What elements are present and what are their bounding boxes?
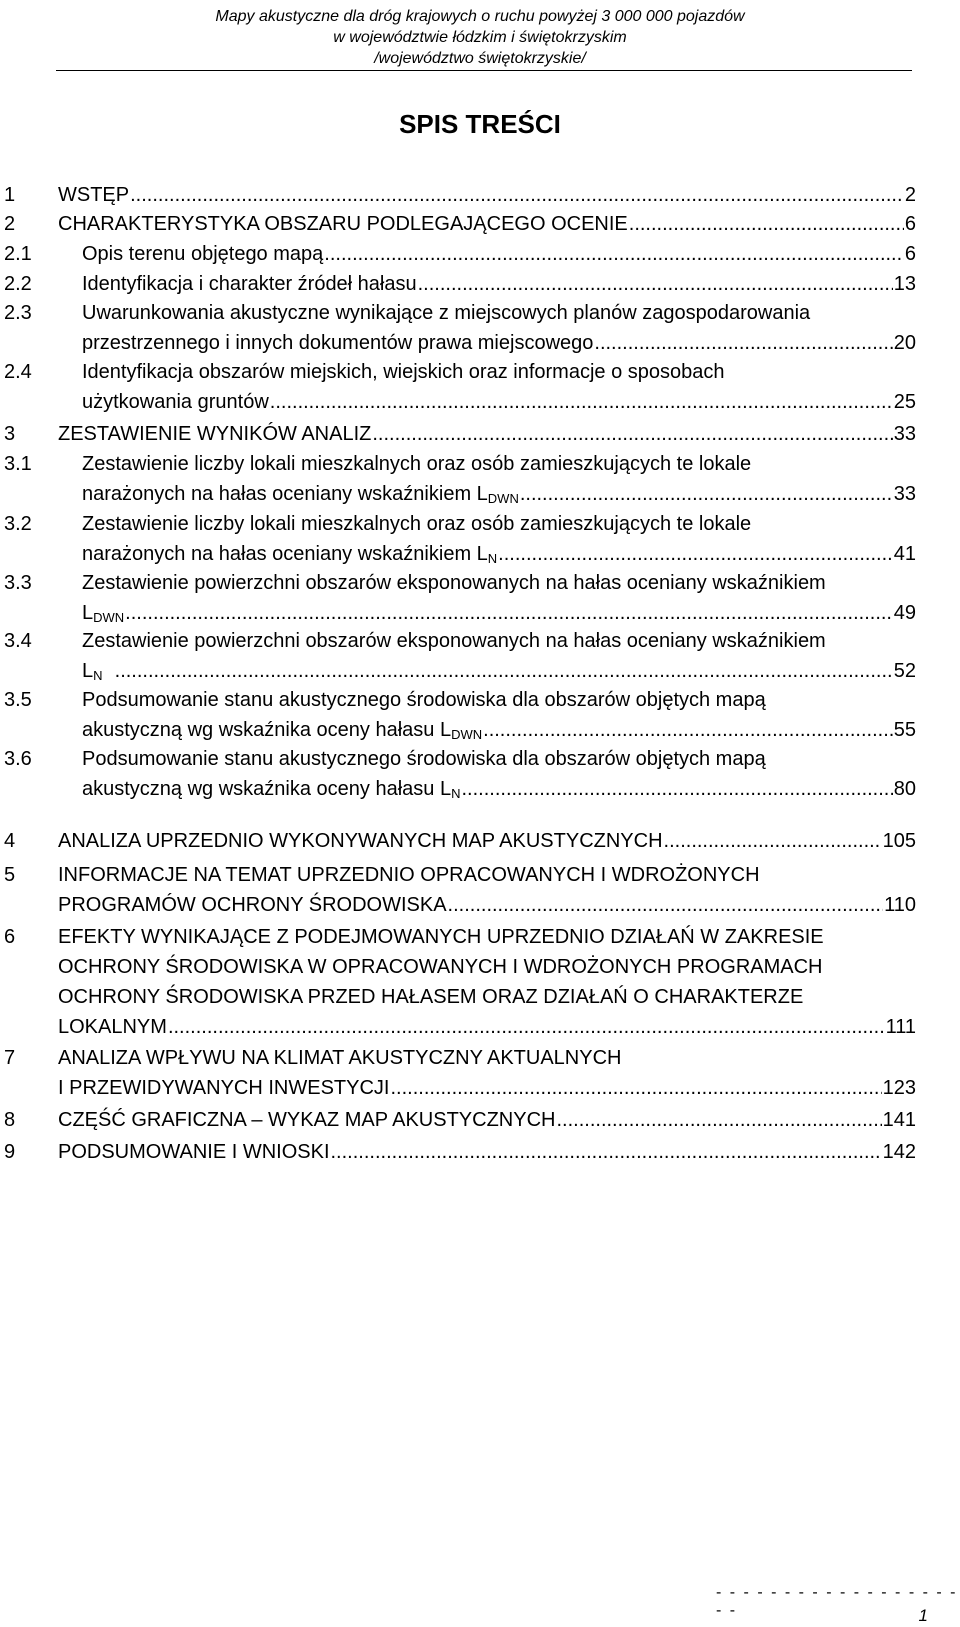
toc-entry-text-cont: przestrzennego i innych dokumentów prawa miejscowego [82,332,594,354]
toc-entry-text-cont: OCHRONY ŚRODOWISKA PRZED HAŁASEM ORAZ DZIAŁAŃ O CHARAKTERZE [58,986,804,1008]
toc-entry-text-cont: $L_N$ [82,660,103,683]
toc-entry-page: 13 [893,273,916,295]
toc-entry-number: 3.3 [4,572,32,594]
toc-entry-text: CHARAKTERYSTYKA OBSZARU PODLEGAJĄCEGO OCENIE [58,213,628,235]
toc-entry-2[interactable] [0,210,960,240]
header-rule [56,70,912,71]
toc-entry-text: Uwarunkowania akustyczne wynikające z miejscowych planów zagospodarowania [82,302,811,324]
footer-page-number: 1 [918,1606,928,1625]
toc-entry-text-cont: I PRZEWIDYWANYCH INWESTYCJI [58,1077,390,1099]
toc-entry-number: 3.5 [4,689,32,711]
toc-entry-page: 105 [882,830,916,852]
toc-entry-3-3[interactable] [0,569,960,629]
toc-entry-text: Opis terenu objętego mapą [82,243,324,265]
toc-entry-page: 6 [904,213,916,235]
toc-entry-page: 80 [893,778,916,800]
header-line-2: w województwie łódzkim i świętokrzyskim [333,29,627,46]
toc-entry-text: CZĘŚĆ GRAFICZNA – WYKAZ MAP AKUSTYCZNYCH [58,1109,556,1131]
footer-separator: - - - - - - - - - - - - - - - - - - - - [716,1584,958,1619]
toc-entry-2-4[interactable] [0,358,960,418]
toc-entry-number: 4 [4,830,16,852]
toc-entry-page: 6 [904,243,916,265]
toc-entry-page: 52 [893,660,916,682]
toc-entry-number: 2 [4,213,16,235]
toc-entry-text-cont: akustyczną wg wskaźnika oceny hałasu $L_N$ [82,778,461,801]
toc-entry-3-2[interactable] [0,510,960,570]
toc-entry-text: PODSUMOWANIE I WNIOSKI [58,1141,330,1163]
toc-entry-3-4[interactable] [0,627,960,687]
toc-entry-3-5[interactable] [0,686,960,746]
toc-entry-text-cont: LOKALNYM [58,1016,167,1038]
toc-entry-number: 3.6 [4,748,32,770]
toc-entry-number: 3 [4,423,16,445]
toc-entry-5[interactable] [0,861,960,921]
toc-entry-number: 3.2 [4,513,32,535]
toc-entry-2-1[interactable] [0,240,960,270]
toc-entry-text: ANALIZA UPRZEDNIO WYKONYWANYCH MAP AKUSTYCZNYCH [58,830,663,852]
toc-entry-3-1[interactable] [0,450,960,510]
toc-entry-page: 55 [893,719,916,741]
toc-entry-9[interactable] [0,1138,960,1168]
toc-entry-text-cont: akustyczną wg wskaźnika oceny hałasu $L_{DWN}$ [82,719,483,742]
toc-entry-text-cont: narażonych na hałas oceniany wskaźnikiem $L_{DWN}$ [82,483,519,506]
toc-entry-text: Zestawienie liczby lokali mieszkalnych oraz osób zamieszkujących te lokale [82,453,752,475]
toc-entry-number: 3.1 [4,453,32,475]
toc-entry-number: 2.2 [4,273,32,295]
toc-entry-number: 6 [4,926,16,948]
toc-entry-page: 123 [882,1077,916,1099]
toc-entry-number: 8 [4,1109,16,1131]
toc-entry-7[interactable] [0,1044,960,1104]
toc-entry-text: Zestawienie powierzchni obszarów eksponowanych na hałas oceniany wskaźnikiem [82,630,826,652]
toc-entry-text: EFEKTY WYNIKAJĄCE Z PODEJMOWANYCH UPRZEDNIO DZIAŁAŃ W ZAKRESIE [58,926,824,948]
toc-entry-text: INFORMACJE NA TEMAT UPRZEDNIO OPRACOWANYCH I WDROŻONYCH [58,864,760,886]
toc-entry-page: 41 [893,543,916,565]
toc-entry-page: 49 [893,602,916,624]
toc-entry-text: Identyfikacja i charakter źródeł hałasu [82,273,417,295]
toc-entry-number: 5 [4,864,16,886]
toc-entry-page: 141 [882,1109,916,1131]
toc-entry-number: 2.3 [4,302,32,324]
toc-entry-page: 25 [893,391,916,413]
toc-entry-3[interactable] [0,420,960,450]
toc-entry-text: ZESTAWIENIE WYNIKÓW ANALIZ [58,423,372,445]
toc-entry-text-cont: $L_{DWN}$ [82,602,125,625]
toc-entry-4[interactable] [0,827,960,857]
toc-title: SPIS TREŚCI [399,109,561,139]
header-line-3: /województwo świętokrzyskie/ [374,50,586,67]
toc-entry-2-2[interactable] [0,270,960,300]
toc-entry-1[interactable] [0,181,960,211]
toc-entry-text: ANALIZA WPŁYWU NA KLIMAT AKUSTYCZNY AKTUALNYCH [58,1047,622,1069]
toc-entry-8[interactable] [0,1106,960,1136]
toc-entry-text: Podsumowanie stanu akustycznego środowiska dla obszarów objętych mapą [82,748,766,770]
toc-entry-page: 2 [904,184,916,206]
toc-entry-page: 110 [884,894,916,916]
toc-entry-text-cont: użytkowania gruntów [82,391,269,413]
toc-entry-page: 20 [893,332,916,354]
toc-entry-number: 2.4 [4,361,32,383]
toc-entry-text: Identyfikacja obszarów miejskich, wiejskich oraz informacje o sposobach [82,361,725,383]
toc-entry-text: Zestawienie powierzchni obszarów eksponowanych na hałas oceniany wskaźnikiem [82,572,826,594]
toc-entry-number: 1 [4,184,16,206]
page-header [0,6,960,69]
toc-entry-number: 3.4 [4,630,32,652]
toc-entry-text: Podsumowanie stanu akustycznego środowiska dla obszarów objętych mapą [82,689,766,711]
toc-entry-3-6[interactable] [0,745,960,805]
toc-entry-text: WSTĘP [58,184,130,206]
toc-entry-page: 111 [885,1016,916,1038]
toc-entry-number: 9 [4,1141,16,1163]
toc-entry-text-cont: PROGRAMÓW OCHRONY ŚRODOWISKA [58,894,447,916]
toc-entry-number: 7 [4,1047,16,1069]
toc-entry-page: 142 [882,1141,916,1163]
toc-entry-text: Zestawienie liczby lokali mieszkalnych oraz osób zamieszkujących te lokale [82,513,752,535]
header-line-1: Mapy akustyczne dla dróg krajowych o ruchu powyżej 3 000 000 pojazdów [215,8,745,25]
toc-entry-page: 33 [893,423,916,445]
toc-entry-6[interactable] [0,923,960,1043]
toc-entry-2-3[interactable] [0,299,960,359]
toc-entry-text-cont: OCHRONY ŚRODOWISKA W OPRACOWANYCH I WDROŻONYCH PROGRAMACH [58,956,823,978]
toc-entry-text-cont: narażonych na hałas oceniany wskaźnikiem $L_N$ [82,543,498,566]
toc-entry-number: 2.1 [4,243,32,265]
toc-entry-page: 33 [893,483,916,505]
